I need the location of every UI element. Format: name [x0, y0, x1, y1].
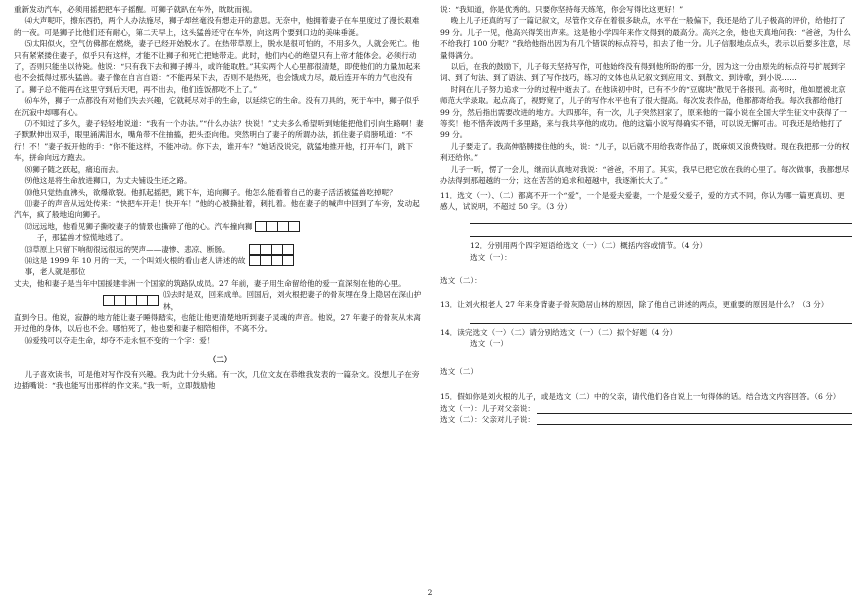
paragraph: ⑺不知过了多久，妻子轻轻地说道：“我有一个办法。”“什么办法？快说！”丈夫多么希望听到她能把他们引向生路啊！妻子默默伸出双手，眼里涌满泪水，嘴角带不住抽搐，把头歪向他。突然明白了妻子的所谓办法，抓住妻子肩膀吼道：“不行！不！”妻子扳开他的手：“你不能这样，不能冲动。你下去，谁开车？”她话没说完，就猛地推开他，打开车门，跳下车，拼命向远方跑去。	[14, 119, 424, 163]
answer-line[interactable]	[470, 227, 852, 237]
answer-line[interactable]	[537, 405, 852, 414]
section-title: （二）	[208, 355, 232, 365]
answer-boxes[interactable]	[256, 221, 300, 232]
answer-label: 选文（一）：	[470, 252, 512, 262]
paragraph-row	[25, 221, 426, 232]
right-column	[440, 4, 852, 425]
paragraph-row	[25, 255, 426, 266]
answer-label: 选文（二）：	[440, 276, 482, 286]
paragraph: ⑼他这是将生命放进狮口，为丈夫铺设生还之路。	[24, 176, 192, 186]
answer-label: 选文（二）：父亲对儿子说：	[440, 414, 535, 424]
paragraph: 儿子一听，愣了一会儿，继而认真地对我说：“爸爸，不用了。其实，我早已把它放在我的心里了。每次做事，我都想尽办法得到那超越的一分；这在苦苦的追求和超越中，我逐渐长大了。”	[440, 164, 850, 186]
answer-label: 选文（一）	[470, 339, 508, 349]
paragraph: 儿子要走了。我高伸胳膊搂住他的头，说：“儿子，以后就不用给我寄作品了，既麻烦又浪费钱财。现在我把那一分的权利还给你。”	[440, 141, 850, 163]
paragraph: ⑹车外，狮子一点都没有对他们失去兴趣，它就耗尽对手的生命，以延续它的生命。没有刀具的，死于车中，狮子似乎在沉寂中却哪有心。	[14, 96, 420, 117]
answer-line[interactable]	[537, 416, 852, 425]
paragraph: 说：“我知道，你是优秀的。只要你坚持每天练笔，你会写得比这更好！”	[440, 5, 684, 14]
question-15: 15．假如你是刘火根的儿子，或是选文（二）中的父亲，请代他们各自说上一句得体的话。结合选文内容回答。（6 分）	[440, 392, 841, 402]
paragraph: 丈夫，他和妻子是当年中国援建非洲一个国家的筑路队成员。27 年前，妻子用生命留给他的爱一直深刻在他的心里。	[14, 278, 406, 288]
paragraph-row	[14, 289, 426, 312]
paragraph: ⑽他只觉热血沸头，欲爆欲裂。他抓起摇把，跳下车，追向狮子。他怎么能看着自己的妻子活活被猛兽吃掉呢？	[24, 187, 397, 197]
answer-row	[440, 403, 852, 414]
paragraph: 事，老人就是那位	[24, 267, 86, 277]
answer-label: 选文（一）：儿子对父亲说：	[440, 403, 535, 413]
paragraph: 时间在儿子努力追求一分的过程中逝去了。在他读初中时，已有不少的“豆腐块”散见于各报刊。高考时，他如愿被北京师范大学录取。起点高了，视野宽了，儿子的写作水平也有了很大提高。每次发表作品，他都都寄给我。每次我都给他打 99 分，然后指出需要改进的地方。大四那年，有一次，儿子突然回家了，原来他的一篇小说在全国大学生征文中获得了一等奖！他不惜奔波两千多里路，来与我共享他的成功。他的这篇小说写得确实不错，可以说无懈可击。可我还是给他打了 99 分。	[440, 84, 847, 140]
paragraph: ⑸太阳似火，空气仿佛都在燃烧，妻子已经开始脱水了。在热带草原上，脱水是很可怕的，不用多久，人就会死亡。他只有紧紧搂住妻子，似乎只有这样，才能不让狮子和死亡把她带走。此时，他们内心的绝望只有上帝才能体会。必须行动了，否则只能坐以待毙。他说：“只有我下去和狮子搏斗，或许能取胜。”其实两个人心里都很清楚，即使他们的力量加起来也不会抵得过那头猛兽。妻子像在自言自语：“不能再呆下去，否则不是热死，也会饿成力尽，最后连开车的力气也没有了。狮子总不能再在这里守到后天吧，再不出去，他们连饭都吃不上了。”	[14, 39, 421, 94]
paragraph: 直到今日。他说，寂静的地方能让妻子睡得踏实，也能让他更清楚地听到妻子灵魂的声音。他说，27 年妻子的骨灰从未离开过他的身体，以后也不会。哪怕死了，他也要和妻子相陪相伴，不离不分。	[14, 312, 421, 334]
paragraph: 子，那猛兽才惊慌地逃了。	[36, 233, 128, 243]
paragraph: ⑻狮子随之跃起，痛追而去。	[24, 164, 124, 174]
answer-row	[440, 414, 852, 425]
paragraph: 晚上儿子还真的写了一篇记叙文，尽管作文存在着很多缺点，水平在一般偏下，我还是给了儿子极高的评价，给他打了 99 分。儿子一见，他高兴得笑出声来。这是他小学四年来作文得到的最高分。高兴之余，他也天真地问我：“爸爸，为什么不给我打 100 分呢？”我给他指出因为有几个错误的标点符号，扣去了他一分。儿子信服地点点头，表示以后要多注意，尽量得满分。	[440, 16, 851, 60]
paragraph-row	[25, 244, 426, 255]
paragraph: ⒃爱残可以夺走生命，却夺不走永恒不变的一个字：爱！	[24, 335, 215, 345]
paragraph: 儿子喜欢读书，可是他对写作没有兴趣。我为此十分头痛。有一次，几位文友在恭维我发表的一篇杂文。没想儿子在旁边插嘴说：“我也能写出那样的作文来。”我一听，立即鼓励他	[14, 369, 420, 390]
answer-label: 选文（二）	[440, 366, 478, 376]
paragraph: ⑿远远地，他看见狮子撕咬妻子的情景也撕碎了他的心。汽车撞向狮	[24, 221, 253, 231]
question-11: 11．选文（一）、（二）都离不开一个“爱”，一个是爱夫爱妻，一个是爱父爱子，爱的方式不同，你认为哪一篇更真切、更感人，试说明，不超过 50 字。（3 分）	[440, 190, 845, 211]
paragraph: ⑷大声呢吓，擦东西扔，两个人办法施尽，狮子却丝毫没有想走开的意思。无奈中，他拥着妻子在车里度过了漫长艰难的一夜。可是狮子比他们还有耐心，第二天早上，这头猛兽还守在车外，向这两个要到口边的美味垂涎。	[14, 16, 420, 37]
paragraph: ⒁这是 1999 年 10 月的一天，一个叫刘火根的看山老人讲述的故	[24, 255, 246, 265]
question-13: 13．让刘火根老人 27 年来身背妻子骨灰隐居山林的原因，除了他自己讲述的两点，更重要的原因是什么？（3 分）	[440, 299, 829, 309]
answer-boxes[interactable]	[104, 295, 159, 306]
paragraph: 以后，在我的鼓励下，儿子每天坚持写作，可他始终没有得到他所盼的那一分，因为这一分由原先的标点符号扩展到字词、到了句法、到了语法、到了写作技巧，练习的文体也从记叙文到应用文、到散文、到诗歌，到小说……	[440, 62, 846, 83]
answer-line[interactable]	[470, 214, 852, 224]
paragraph: ⒀草原上只留下响彻很远很远的哭声——凄惨、悲凉、断肠。	[24, 244, 230, 254]
paragraph: ⑾妻子的声音从远处传来：“快把车开走！快开车！”他的心被撕扯着，刺扎着。他在妻子的喊声中回到了车旁，发动起汽车，疯了般地追向狮子。	[14, 198, 420, 220]
paragraph: 重新发动汽车，必须用摇把把车子摇醒。可狮子就趴在车外，眈眈而视。	[14, 5, 257, 14]
page-number: 2	[427, 588, 433, 597]
question-12: 12．分别用两个四字短语给选文（一）（二）概括内容或情节。（4 分）	[470, 241, 708, 251]
question-14: 14．读完选文（一）（二）请分别给选文（一）（二）拟个好题（4 分）	[440, 327, 678, 337]
left-column	[14, 4, 426, 391]
answer-boxes[interactable]	[250, 244, 294, 255]
answer-line[interactable]	[470, 314, 852, 324]
paragraph: ⒂去时是双，回来成单。回国后，刘火根把妻子的骨灰埋在身上隐居在深山护林，	[163, 290, 422, 311]
answer-boxes[interactable]	[250, 255, 294, 266]
